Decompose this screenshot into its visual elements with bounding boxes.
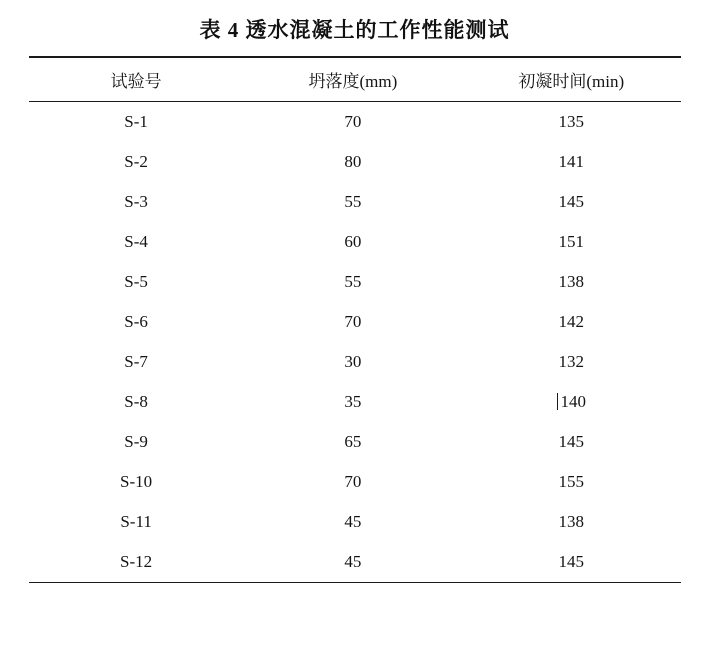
cell-test-no: S-6	[124, 312, 148, 331]
table-row	[29, 342, 681, 382]
table-row	[29, 502, 681, 542]
cell-setting-time: 141	[558, 152, 585, 171]
column-header-slump: 坍落度(mm)	[308, 72, 398, 91]
cell-test-no: S-1	[124, 112, 148, 131]
table-body	[29, 102, 681, 583]
table-row	[29, 182, 681, 222]
cell-slump: 55	[344, 192, 362, 211]
performance-table	[29, 56, 681, 582]
cell-slump: 45	[344, 552, 362, 571]
table-row	[29, 382, 681, 422]
table-row	[29, 102, 681, 143]
cell-test-no: S-5	[124, 272, 148, 291]
cell-test-no: S-9	[124, 432, 148, 451]
table-row	[29, 262, 681, 302]
cell-slump: 55	[344, 272, 362, 291]
cell-setting-time: 142	[558, 312, 585, 331]
cell-setting-time: 151	[558, 232, 585, 251]
table-row	[29, 542, 681, 582]
table-header-row	[29, 57, 681, 102]
cell-slump: 45	[344, 512, 362, 531]
table-row	[29, 422, 681, 462]
table-row	[29, 462, 681, 502]
cell-setting-time	[462, 382, 680, 422]
cell-setting-time: 135	[558, 112, 585, 131]
cell-setting-time-value: 140	[560, 392, 587, 411]
cell-setting-time: 145	[558, 192, 585, 211]
table-title: 表 4 透水混凝土的工作性能测试	[199, 18, 510, 42]
cell-test-no: S-10	[120, 472, 153, 491]
cell-slump: 65	[344, 432, 362, 451]
table-row	[29, 222, 681, 262]
cell-setting-time: 145	[558, 552, 585, 571]
cell-test-no: S-11	[120, 512, 152, 531]
cell-setting-time: 155	[558, 472, 585, 491]
text-caret	[557, 393, 558, 410]
cell-slump: 80	[344, 152, 362, 171]
table-row	[29, 142, 681, 182]
table-bottom-rule	[29, 582, 681, 583]
cell-setting-time: 138	[558, 272, 585, 291]
cell-setting-time: 138	[558, 512, 585, 531]
cell-test-no: S-12	[120, 552, 153, 571]
cell-test-no: S-2	[124, 152, 148, 171]
cell-slump: 70	[344, 112, 362, 131]
table-row	[29, 302, 681, 342]
cell-test-no: S-7	[124, 352, 148, 371]
cell-setting-time: 132	[558, 352, 585, 371]
column-header-initial-setting-time: 初凝时间(min)	[518, 72, 625, 91]
table-head	[29, 57, 681, 102]
column-header-test-no: 试验号	[110, 72, 162, 91]
cell-slump: 60	[344, 232, 362, 251]
cell-slump: 30	[344, 352, 362, 371]
cell-test-no: S-3	[124, 192, 148, 211]
cell-slump: 70	[344, 472, 362, 491]
cell-slump: 35	[344, 392, 362, 411]
cell-slump: 70	[344, 312, 362, 331]
cell-setting-time: 145	[558, 432, 585, 451]
cell-test-no: S-4	[124, 232, 148, 251]
cell-test-no: S-8	[124, 392, 148, 411]
